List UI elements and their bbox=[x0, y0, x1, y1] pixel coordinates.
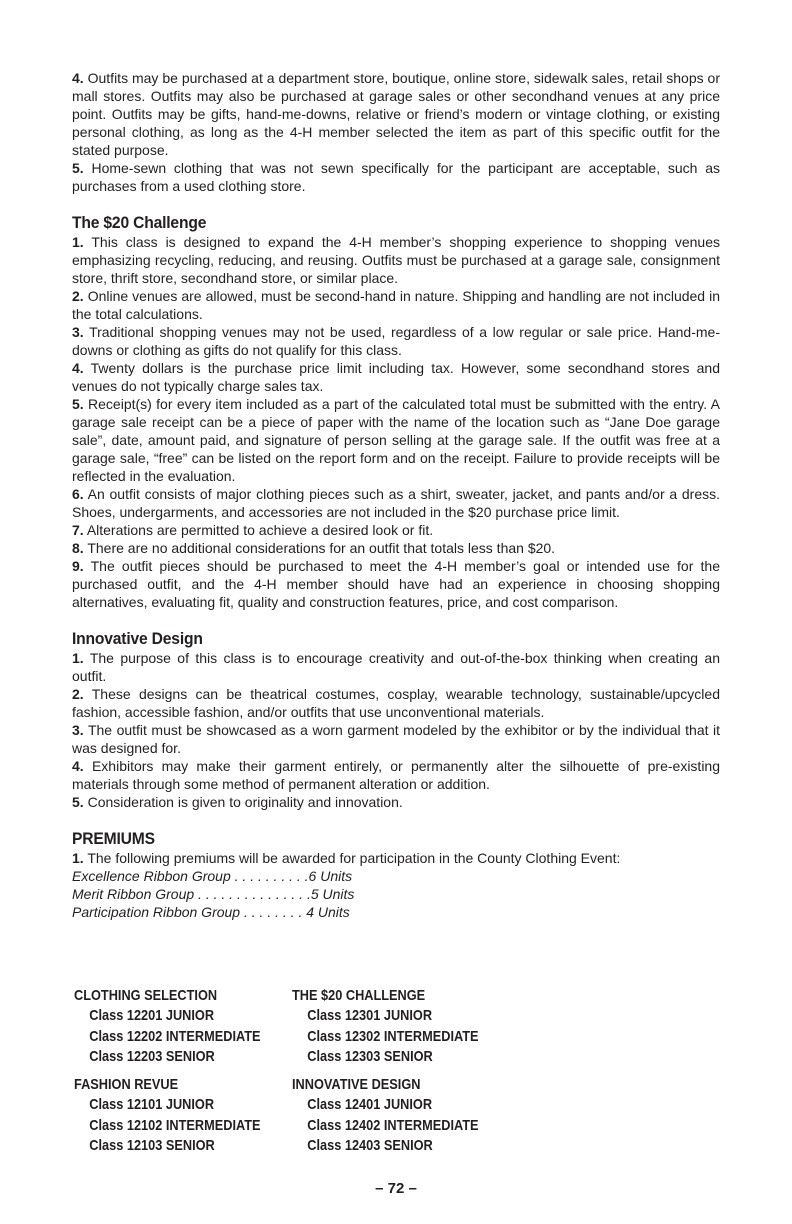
section-title: Innovative Design bbox=[72, 629, 203, 648]
rule-item: 2. Online venues are allowed, must be second-hand in nature. Shipping and handling are not included in the total calculations. bbox=[72, 288, 720, 322]
rule-item: 8. There are no additional considerations for an outfit that totals less than $20. bbox=[72, 540, 556, 556]
premiums-section bbox=[72, 829, 720, 921]
intro-item: 5. Home-sewn clothing that was not sewn specifically for the participant are acceptable, such as purchases from a used clothing store. bbox=[72, 160, 720, 194]
rule-item: 1. The purpose of this class is to encourage creativity and out-of-the-box thinking when creating an outfit. bbox=[72, 650, 721, 684]
class-group-title: CLOTHING SELECTION bbox=[74, 987, 218, 1004]
premium-line: Excellence Ribbon Group . . . . . . . . . .6 Units bbox=[72, 868, 353, 884]
rule-item: 7. Alterations are permitted to achieve a desired look or fit. bbox=[72, 522, 434, 538]
premium-line: Merit Ribbon Group . . . . . . . . . . . . . . .5 Units bbox=[72, 886, 355, 902]
class-entry: Class 12102 INTERMEDIATE bbox=[89, 1116, 261, 1134]
intro-list bbox=[72, 69, 720, 195]
rule-item: 1. This class is designed to expand the 4-H member’s shopping experience to shopping venues emphasizing recycling, reducing, and reusing. Outfits must be purchased at a garage sale, consignment store, thrift store, secondhand store, or similar place. bbox=[72, 234, 720, 286]
class-group-title: INNOVATIVE DESIGN bbox=[292, 1076, 421, 1093]
class-group-title: FASHION REVUE bbox=[74, 1076, 179, 1093]
section-title: The $20 Challenge bbox=[72, 213, 207, 232]
class-entry: Class 12201 JUNIOR bbox=[89, 1007, 215, 1024]
rule-item: 4. Exhibitors may make their garment entirely, or permanently alter the silhouette of pre-existing materials through some method of permanent alteration or addition. bbox=[72, 758, 720, 792]
rule-item: 3. Traditional shopping venues may not be used, regardless of a low regular or sale price. Hand-me-downs or clothing as gifts do not qualify for this class. bbox=[72, 324, 720, 358]
class-entry: Class 12403 SENIOR bbox=[307, 1137, 433, 1154]
class-entry: Class 12103 SENIOR bbox=[89, 1137, 215, 1154]
class-entry: Class 12301 JUNIOR bbox=[307, 1007, 433, 1024]
class-entry: Class 12101 JUNIOR bbox=[89, 1096, 215, 1113]
class-group bbox=[292, 1075, 522, 1157]
rule-item: 5. Receipt(s) for every item included as a part of the calculated total must be submitted with the entry. A garage sale receipt can be a piece of paper with the name of the location such as “Jane Doe garage sale”, date, amount paid, and signature of person selling at the garage sale. If the outfit was free at a garage sale, “free” can be listed on the report form and on the receipt. Failure to provide receipts will be reflected in the evaluation. bbox=[72, 396, 720, 484]
class-group bbox=[74, 986, 304, 1068]
class-entry: Class 12402 INTERMEDIATE bbox=[307, 1116, 479, 1134]
class-entry: Class 12303 SENIOR bbox=[307, 1048, 433, 1065]
rule-item: 4. Twenty dollars is the purchase price limit including tax. However, some secondhand stores and venues do not typically charge sales tax. bbox=[72, 360, 720, 394]
challenge-section bbox=[72, 213, 720, 611]
section-title: PREMIUMS bbox=[72, 829, 155, 848]
rule-item: 2. These designs can be theatrical costumes, cosplay, wearable technology, sustainable/upcycled fashion, accessible fashion, and/or outfits that use unconventional materials. bbox=[72, 686, 720, 720]
intro-item: 4. Outfits may be purchased at a department store, boutique, online store, sidewalk sales, retail shops or mall stores. Outfits may also be purchased at garage sales or other secondhand venues at any price point. Outfits may be gifts, hand-me-downs, relative or friend’s modern or vintage clothing, or existing personal clothing, as long as the 4-H member selected the item as part of this specific outfit for the stated purpose. bbox=[72, 70, 720, 158]
page-body bbox=[72, 69, 720, 921]
class-entry: Class 12401 JUNIOR bbox=[307, 1096, 433, 1113]
class-group-title: THE $20 CHALLENGE bbox=[292, 987, 426, 1004]
innovative-section bbox=[72, 629, 720, 811]
class-group bbox=[74, 1075, 304, 1157]
rule-item: 1. The following premiums will be awarded for participation in the County Clothing Event: bbox=[72, 850, 621, 866]
class-entry: Class 12203 SENIOR bbox=[89, 1048, 215, 1065]
class-group bbox=[292, 986, 522, 1068]
class-entry: Class 12302 INTERMEDIATE bbox=[307, 1027, 479, 1045]
page-number: – 72 – bbox=[375, 1180, 417, 1197]
rule-item: 9. The outfit pieces should be purchased to meet the 4-H member’s goal or intended use for the purchased outfit, and the 4-H member should have had an experience in choosing shopping alternatives, evaluating fit, quality and construction features, price, and cost comparison. bbox=[72, 558, 720, 610]
rule-item: 5. Consideration is given to originality and innovation. bbox=[72, 794, 403, 810]
rule-item: 6. An outfit consists of major clothing pieces such as a shirt, sweater, jacket, and pants and/or a dress. Shoes, undergarments, and accessories are not included in the $20 purchase price limit. bbox=[72, 486, 720, 520]
class-entry: Class 12202 INTERMEDIATE bbox=[89, 1027, 261, 1045]
premium-line: Participation Ribbon Group . . . . . . . . 4 Units bbox=[72, 904, 350, 920]
rule-item: 3. The outfit must be showcased as a worn garment modeled by the exhibitor or by the individual that it was designed for. bbox=[72, 722, 720, 756]
